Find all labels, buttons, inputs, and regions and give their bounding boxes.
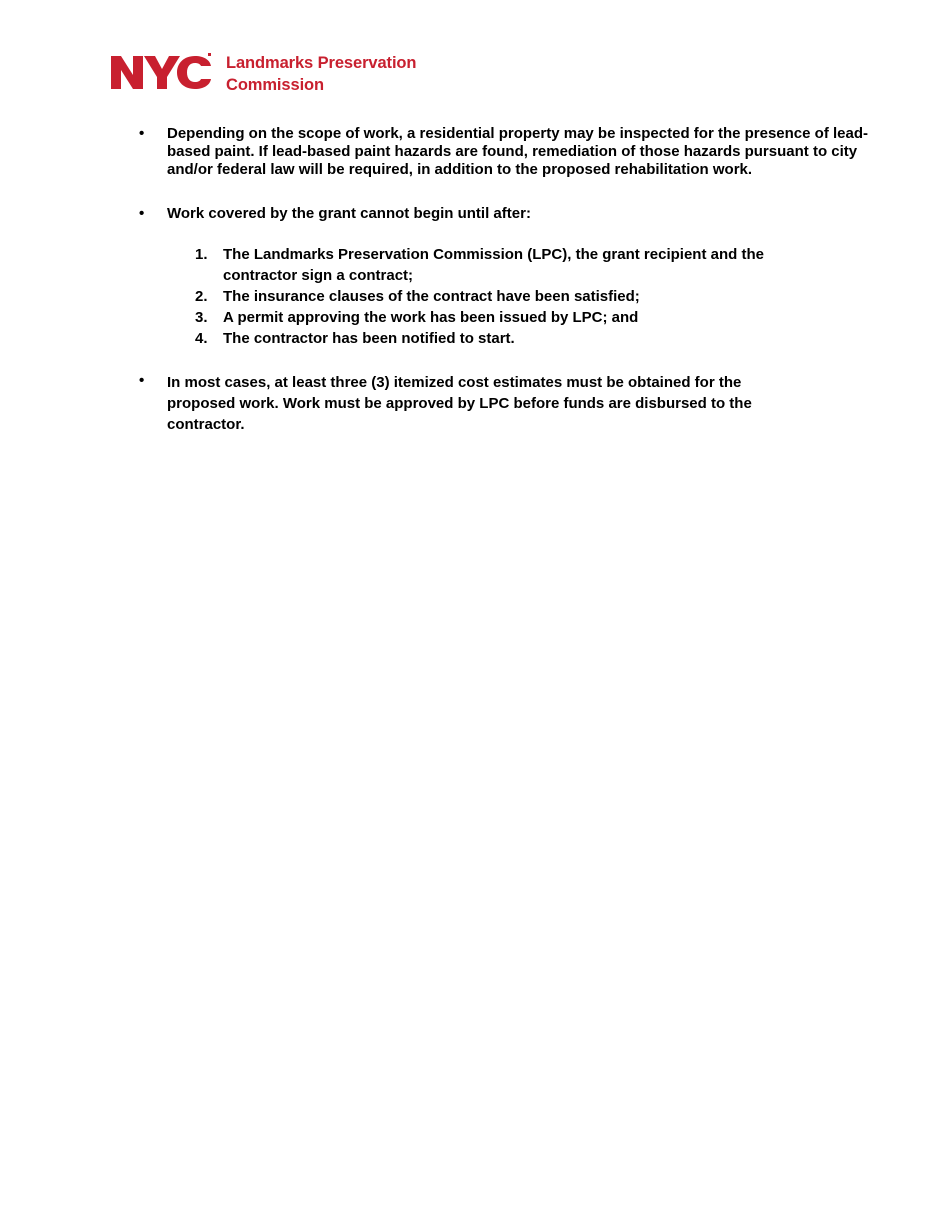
bullet-marker: • [139,205,145,222]
org-name-line1: Landmarks Preservation [226,54,417,72]
bullet-marker: • [139,372,145,389]
list-item [195,328,795,349]
bullet-marker: • [139,125,145,142]
page-header [110,50,416,94]
list-item [195,286,795,307]
bullet-item-cost-estimates: In most cases, at least three (3) itemized cost estimates must be obtained for the proposed work. Work must be approved by LPC before funds are disbursed to the contractor. [167,374,752,433]
list-item-text: A permit approving the work has been issued by LPC; and [223,309,639,326]
nyc-logo [110,50,213,94]
list-item-number: 3. [195,309,208,326]
bullet-item-work-begin: Work covered by the grant cannot begin until after: [167,205,531,222]
numbered-list [195,244,795,349]
list-item-text: The Landmarks Preservation Commission (LPC), the grant recipient and the contractor sign a contract; [223,246,764,284]
list-item-number: 4. [195,330,208,347]
org-name [226,52,416,96]
list-item [195,244,795,286]
list-item-text: The insurance clauses of the contract have been satisfied; [223,288,640,305]
list-item-number: 1. [195,246,208,263]
org-name-line2: Commission [226,76,325,94]
bullet-item-lead-paint: Depending on the scope of work, a residential property may be inspected for the presence of lead-based paint. If lead-based paint hazards are found, remediation of those hazards pursuant to city and/or federal law will be required, in addition to the proposed rehabilitation work. [167,125,868,178]
list-item [195,307,795,328]
list-item-number: 2. [195,288,208,305]
list-item-text: The contractor has been notified to start. [223,330,515,347]
